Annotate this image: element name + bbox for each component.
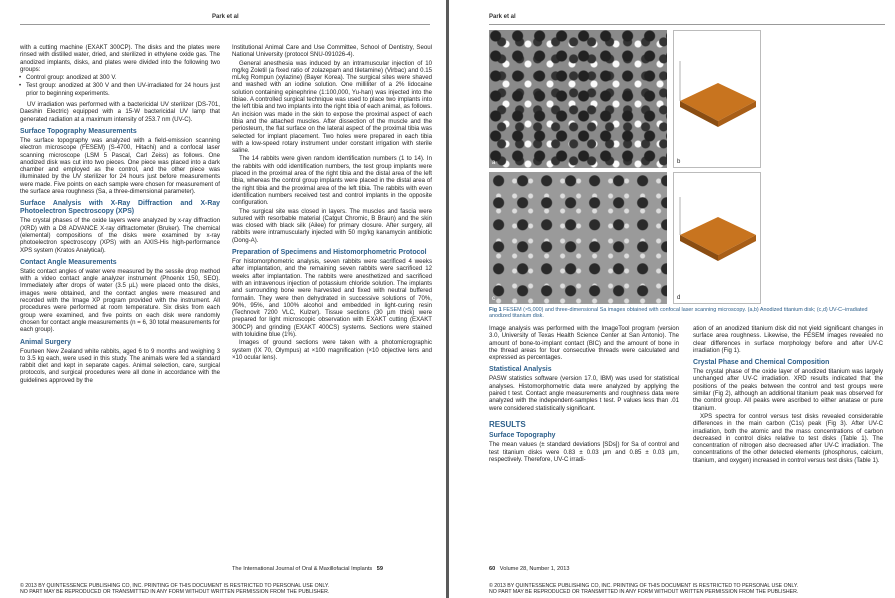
paragraph: Images of ground sections were taken with a photomicrographic system (IX 70, Olympus) at ×100 magnification (×10 objective lens and ×10 ocular lens). xyxy=(232,339,432,361)
paragraph: The surface topography was analyzed with a field-emission scanning electron microscope (FESEM) (S-4700, Hitachi) and a confocal laser scanning microscope (LSM 5 Pascal, Carl Zeiss) as follows. One anodized disk was cut into two pieces. One piece was placed into a dark chamber and employed as the control, and the other piece was illuminated by the UV sterilizer for 24 hours just before measurements were made. Five points on each sample were chosen for measurement of the surface area roughness (Sa, a three-dimensional parameter). xyxy=(20,136,220,196)
left-column-1 xyxy=(20,44,220,385)
copyright-line: © 2013 BY QUINTESSENCE PUBLISHING CO, INC. PRINTING OF THIS DOCUMENT IS RESTRICTED TO PERSONAL USE ONLY. xyxy=(489,583,799,589)
right-column-2 xyxy=(693,325,883,465)
copyright-notice xyxy=(489,583,798,595)
results-heading: RESULTS xyxy=(489,419,526,429)
header-rule xyxy=(20,24,430,25)
section-heading: Statistical Analysis xyxy=(489,366,552,374)
bullet-item: • Test group: anodized at 300 V and then UV-irradiated for 24 hours just prior to beginning experiments. xyxy=(20,82,220,97)
copyright-notice xyxy=(20,583,329,595)
section-heading: Surface Topography xyxy=(489,432,556,440)
running-head-right: Park et al xyxy=(489,14,516,20)
section-heading: Surface Topography Measurements xyxy=(20,127,137,135)
section-heading: Surface Analysis with X-Ray Diffraction and X-Ray Photoelectron Spectroscopy (XPS) xyxy=(20,200,220,216)
paragraph: The crystal phases of the oxide layers were analyzed by x-ray diffraction (XRD) with a D8 ADVANCE X-ray diffractometer (Bruker). The chemical (elemental) compositions of the disks were examined by x-ray photoelectron spectroscopy (XPS) with an AXIS-His high-performance XPS system (Kratos Analytical). xyxy=(20,217,220,254)
journal-name: The International Journal of Oral & Maxillofacial Implants xyxy=(232,566,373,572)
3d-surface-plot xyxy=(674,31,760,167)
bullet-item: • Control group: anodized at 300 V. xyxy=(20,74,220,81)
paragraph: Image analysis was performed with the ImageTool program (version 3.0, University of Texas Health Science Center at San Antonio). The amount of bone-to-implant contact (BIC) and the amount of bone in the thread areas for four consecutive threads were calculated and expressed as percentages. xyxy=(489,325,679,362)
3d-sa-image-uv xyxy=(673,172,761,304)
paragraph: PASW statistics software (version 17.0, IBM) was used for statistical analyses. Histomorphometric data were analyzed by applying the paired t test. Contact angle measurements and roughness data were analyzed with the independent-samples t test. P values less than .01 were considered statistically significant. xyxy=(489,375,679,412)
left-column-2 xyxy=(232,44,432,362)
paragraph: The 14 rabbits were given random identification numbers (1 to 14). In the rabbits with odd identification numbers, the test group implants were placed in the proximal area of the right tibia and the distal area of the left tibia, whereas the control group implants were placed in the distal area of the right tibia and the proximal area of the left tibia. The rabbits with even identification numbers received test and control implants in the opposite configuration. xyxy=(232,155,432,207)
panel-label-c: c xyxy=(492,296,495,302)
panel-label-b: b xyxy=(677,159,681,165)
paragraph: The mean values (± standard deviations [SDs]) for Sa of control and test titanium disks were 0.83 ± 0.03 µm and 0.85 ± 0.03 µm, respectively. Therefore, UV-C irradi- xyxy=(489,441,679,463)
header-rule xyxy=(489,24,885,25)
right-page xyxy=(449,0,895,598)
paragraph: For histomorphometric analysis, seven rabbits were sacrificed 4 weeks after implantation, and the remaining seven rabbits were sacrificed 12 weeks after implantation. The rabbits were anesthetized and sacrificed with an intravenous injection of potassium chloride solution. The implants and surrounding bone were harvested and fixed with neutral buffered formalin. They were then dehydrated in successive solutions of 70%, 90%, 95%, and 100% alcohol and embedded in light-curing resin (Technovit 7200 VLC, Kulzer). Tissue sections (30 µm thick) were prepared for light microscopic observation with EXAKT cutting (EXAKT 300CP) and grinding (EXAKT 400CS) systems. Sections were stained with toluidine blue (1%). xyxy=(232,258,432,338)
paragraph: ation of an anodized titanium disk did not yield significant changes in surface area roughness. Likewise, the FESEM images revealed no clear differences in surface morphology before and after UV-C irradiation (Fig 1). xyxy=(693,325,883,354)
copyright-line: NO PART MAY BE REPRODUCED OR TRANSMITTED IN ANY FORM WITHOUT WRITTEN PERMISSION FROM THE PUBLISHER. xyxy=(20,589,330,595)
copyright-line: © 2013 BY QUINTESSENCE PUBLISHING CO, INC. PRINTING OF THIS DOCUMENT IS RESTRICTED TO PERSONAL USE ONLY. xyxy=(20,583,330,589)
paragraph: The crystal phase of the oxide layer of anodized titanium was largely unchanged after UV-C irradiation. XRD results indicated that the positions of the peaks between the control and test groups were similar (Fig 2), although an additional titanium peak was observed for the control group. All peaks were ascribed to either anatase or pure titanium. xyxy=(693,368,883,412)
section-heading: Contact Angle Measurements xyxy=(20,258,117,266)
section-heading: Preparation of Specimens and Histomorphometric Protocol xyxy=(232,249,427,257)
section-heading: Animal Surgery xyxy=(20,338,71,346)
copyright-line: NO PART MAY BE REPRODUCED OR TRANSMITTED IN ANY FORM WITHOUT WRITTEN PERMISSION FROM THE PUBLISHER. xyxy=(489,589,799,595)
panel-label-d: d xyxy=(677,295,681,301)
paragraph: The surgical site was closed in layers. The muscles and fascia were sutured with resorbable material (Catgut Chromic, B Braun) and the skin was closed with black silk (Ailee) for primary closure. After surgery, all rabbits were intramuscularly injected with 50 mg/kg kanamycin antibiotic (Dong-A). xyxy=(232,207,432,244)
volume-info: Volume 28, Number 1, 2013 xyxy=(499,566,570,572)
caption-text: FESEM (×5,000) and three-dimensional Sa images obtained with confocal laser scanning microscopy. (a,b) Anodized titanium disk; (c,d) UV-C–irradiated anodized titanium disk. xyxy=(489,307,868,320)
footer-volume xyxy=(489,566,569,572)
paragraph: UV irradiation was performed with a bactericidal UV sterilizer (DS-701, Daeshin Electric) equipped with a 15-W bactericidal UV lamp that generated radiation at a maximum intensity of 253.7 nm (UV-C). xyxy=(20,101,220,123)
fesem-image-anodized xyxy=(489,30,667,168)
3d-surface-plot xyxy=(674,173,760,303)
paragraph: Static contact angles of water were measured by the sessile drop method with a video contact angle analyzer instrument (Phoenix 150, SEO). Immediately after drops of water (3.5 µL) were placed onto the disks, images were obtained, and the contact angles were measured and recorded with the Image XP program provided with the instrument. All procedures were performed at room temperature. Six disks from each group were examined, and five points on each disk were randomly chosen for contact angle measurements (n = 6, 30 total measurements for each group). xyxy=(20,267,221,334)
figure-number: Fig 1 xyxy=(489,307,502,313)
panel-label-a: a xyxy=(492,160,496,166)
section-heading: Crystal Phase and Chemical Composition xyxy=(693,359,830,367)
paragraph: XPS spectra for control versus test disks revealed considerable differences in the main carbon (C1s) peak (Fig 3). After UV-C irradiation, both the atomic and the mass concentrations of carbon decreased in control disks relative to test disks (Table 1). The concentration of nitrogen also decreased after UV-C irradiation. The concentrations of the other detected elements (phosphorus, calcium, titanium, and oxygen) increased in control versus test disks (Table 1). xyxy=(693,412,883,464)
right-column-1 xyxy=(489,325,679,464)
fesem-image-uv xyxy=(489,172,667,304)
footer-journal xyxy=(232,566,383,572)
paragraph: Institutional Animal Care and Use Committee, School of Dentistry, Seoul National University (protocol SNU-091026-4). xyxy=(232,44,432,59)
left-page xyxy=(0,0,446,598)
paragraph: Fourteen New Zealand white rabbits, aged 6 to 9 months and weighing 3 to 3.5 kg each, were used in this study. The animals were fed a standard rabbit diet and kept in separate cages. Animal selection, care, surgical protocols, and surgical procedures were all done in accordance with the guidelines approved by the xyxy=(20,347,220,384)
figure-caption xyxy=(489,307,885,320)
3d-sa-image-anodized xyxy=(673,30,761,168)
running-head-left: Park et al xyxy=(212,14,239,20)
page-number: 60 xyxy=(489,566,496,572)
page-number: 59 xyxy=(376,566,384,572)
paragraph: General anesthesia was induced by an intramuscular injection of 10 mg/kg Zoletil (a fixed ratio of zolazepam and tiletamine) (Virbac) and 0.15 mL/kg Rompun (xylazine) (Bayer Korea). The surgical sites were shaved and washed with an iodine solution. One milliliter of a 2% lidocaine solution containing epinephrine (1:100,000, Yu-han) was injected into the tibiae. A controlled surgical technique was used to place two implants into the left tibia and two implants into the right tibia of each animal, as follows. An incision was made in the skin to expose the proximal aspect of each tibia and the attached muscles. After dissection of the muscle and the periosteum, the flat surface on the lateral aspect of the proximal tibia was selected for implant placement. Two holes were prepared in each tibia with a low-speed rotary instrument under constant irrigation with sterile saline. xyxy=(232,59,432,155)
paragraph: with a cutting machine (EXAKT 300CP). The disks and the plates were rinsed with distilled water, dried, and sterilized in ethylene oxide gas. The anodized implants, disks, and plates were divided into the following two groups: xyxy=(20,44,220,73)
